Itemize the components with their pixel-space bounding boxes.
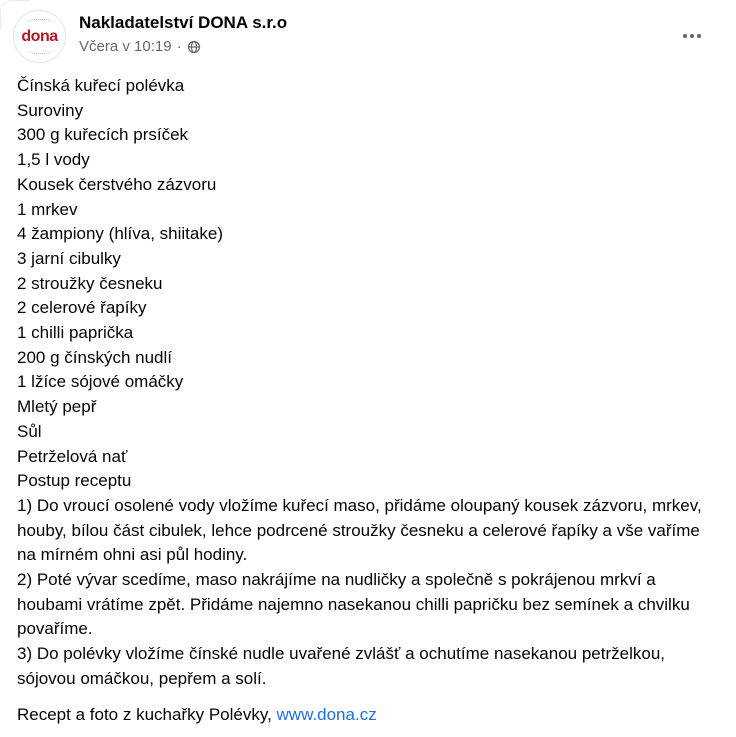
post-text-line: 4 žampiony (hlíva, shiitake): [17, 224, 223, 244]
post-text-line: 2) Poté vývar scedíme, maso nakrájíme na nudličky a společně s pokrájenou mrkví a houbami vrátíme zpět. Přidáme najemno nasekanou chilli papričku bez semínek a chvilku povaříme.: [17, 570, 695, 639]
post-text-line: 3 jarní cibulky: [17, 248, 121, 268]
post-text-line: 2 stroužky česneku: [17, 273, 163, 293]
post-meta: [79, 37, 287, 56]
logo-arc-decoration: [25, 19, 55, 28]
post-body: [0, 73, 736, 727]
post-text-line: Petrželová nať: [17, 446, 128, 466]
post-header-text: [79, 10, 287, 56]
post-text-line: 1 mrkev: [17, 199, 78, 219]
dona-website-link[interactable]: www.dona.cz: [276, 704, 377, 724]
post-text-line: 1 chilli paprička: [17, 323, 134, 343]
post-footer-line: [17, 703, 720, 728]
footer-text: Recept a foto z kuchařky Polévky,: [17, 704, 277, 724]
post-text-line: 1) Do vroucí osolené vody vložíme kuřecí maso, přidáme oloupaný kousek zázvoru, mrkev, houby, bílou část cibulek, lehce podrcené stroužky česneku a celerové řapíky a vše vaříme na mírném ohni asi půl hodiny.: [17, 495, 707, 565]
post-text-line: Kousek čerstvého zázvoru: [17, 174, 217, 194]
dot-icon: [683, 34, 687, 38]
post-text-line: 1 lžíce sójové omáčky: [17, 372, 184, 392]
page-avatar[interactable]: [13, 10, 66, 63]
page-name-link[interactable]: Nakladatelství DONA s.r.o: [79, 13, 288, 32]
meta-separator: ·: [176, 38, 182, 55]
more-options-button[interactable]: [676, 24, 708, 48]
dot-icon: [690, 34, 694, 38]
post-text: [17, 74, 720, 692]
globe-icon: [187, 40, 201, 54]
post-text-line: Suroviny: [17, 100, 84, 120]
timestamp-link[interactable]: Včera v 10:19: [79, 38, 172, 55]
post-text-line: 3) Do polévky vložíme čínské nudle uvařené zvlášť a ochutíme nasekanou petrželkou, sójovou omáčkou, pepřem a solí.: [17, 644, 670, 688]
post-text-line: Mletý pepř: [17, 397, 97, 417]
post-text-line: Čínská kuřecí polévka: [17, 76, 185, 95]
post-header: [0, 0, 736, 73]
post-text-line: 2 celerové řapíky: [17, 298, 147, 318]
post-text-line: 300 g kuřecích prsíček: [17, 125, 189, 145]
post-text-line: 200 g čínských nudlí: [17, 347, 172, 367]
dot-icon: [697, 34, 701, 38]
dona-logo: dona: [21, 28, 58, 45]
post-text-line: Sůl: [17, 421, 42, 441]
post-text-line: 1,5 l vody: [17, 150, 90, 170]
post-text-line: Postup receptu: [17, 471, 132, 491]
logo-arc-decoration: [25, 45, 55, 54]
